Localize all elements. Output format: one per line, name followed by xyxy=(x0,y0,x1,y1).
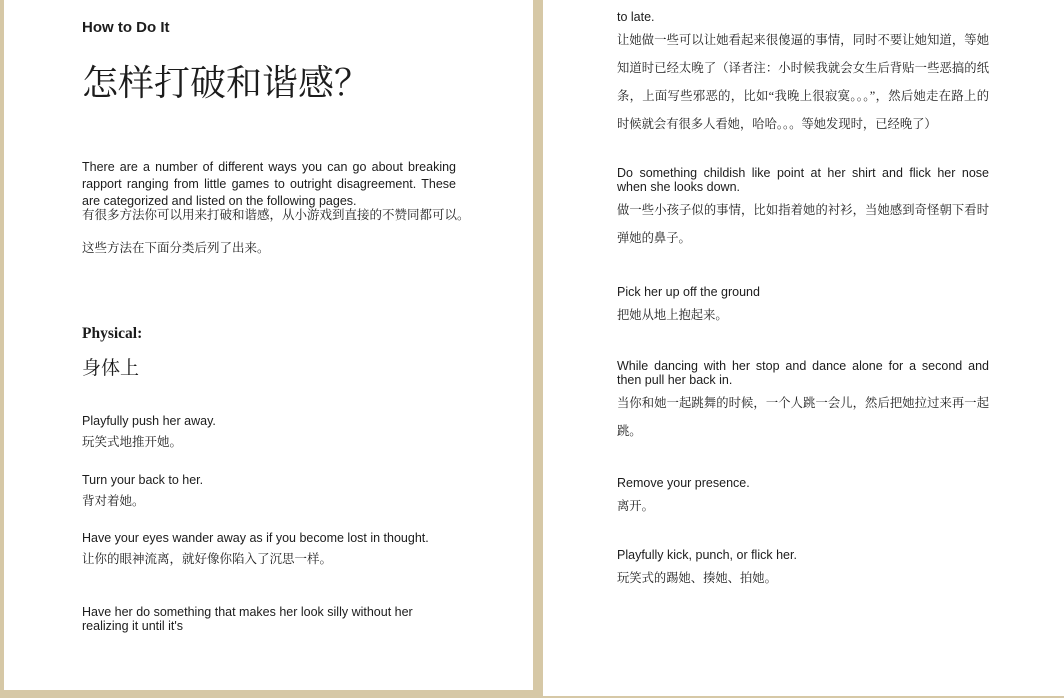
list-item xyxy=(617,548,989,592)
item-text-zh: 让你的眼神流离，就好像你陷入了沉思一样。 xyxy=(82,552,333,566)
list-item xyxy=(617,166,989,252)
list-item xyxy=(82,473,456,511)
item-text-en: Have your eyes wander away as if you become lost in thought. xyxy=(82,531,429,545)
page-left xyxy=(4,0,533,690)
item-text-en: Turn your back to her. xyxy=(82,473,204,487)
page-right xyxy=(543,0,1064,696)
chapter-title-zh: 怎样打破和谐感？ xyxy=(82,63,371,103)
item-text-zh: 玩笑式地推开她。 xyxy=(82,435,183,449)
section-heading-en: Physical: xyxy=(82,325,143,342)
list-item xyxy=(617,359,989,445)
list-item xyxy=(82,414,456,452)
item-text-en: Playfully push her away. xyxy=(82,414,216,428)
section-heading-zh: 身体上 xyxy=(82,358,140,379)
item-text-zh: 把她从地上抱起来。 xyxy=(617,308,728,322)
intro-paragraph-en: There are a number of different ways you can go about breaking rapport ranging from little games to outright disagreement. These are categorized and listed on the following pages. xyxy=(82,160,456,208)
intro-paragraph-zh-2: 这些方法在下面分类后列了出来。 xyxy=(82,241,270,255)
item-text-zh: 离开。 xyxy=(617,499,654,513)
item-text-zh: 当你和她一起跳舞的时候，一个人跳一会儿，然后把她拉过来再一起跳。 xyxy=(617,396,989,438)
list-item xyxy=(82,605,456,633)
item-text-zh: 做一些小孩子似的事情，比如指着她的衬衫，当她感到奇怪朝下看时弹她的鼻子。 xyxy=(617,203,989,245)
item-text-en: Pick her up off the ground xyxy=(617,285,760,299)
list-item xyxy=(617,285,989,329)
continuation-text-zh: 让她做一些可以让她看起来很傻逼的事情，同时不要让她知道，等她知道时已经太晚了（译者注：小时候我就会女生后背贴一些恶搞的纸条，上面写些邪恶的，比如“我晚上很寂寞。。。”，然后她走在路上的时候就会有很多人看她，哈哈。。。等她发现时，已经晚了） xyxy=(617,33,989,131)
item-text-zh: 背对着她。 xyxy=(82,494,145,508)
item-text-en: Playfully kick, punch, or flick her. xyxy=(617,548,797,562)
item-text-zh: 玩笑式的踢她、揍她、拍她。 xyxy=(617,571,777,585)
chapter-heading-en: How to Do It xyxy=(82,19,170,36)
item-text-en: Have her do something that makes her look silly without her realizing it until it's xyxy=(82,605,413,633)
intro-paragraph-zh-1: 有很多方法你可以用来打破和谐感，从小游戏到直接的不赞同都可以。 xyxy=(82,208,470,222)
item-text-en: Do something childish like point at her shirt and flick her nose when she looks down. xyxy=(617,166,989,194)
list-item xyxy=(82,531,456,569)
item-text-en: Remove your presence. xyxy=(617,476,750,490)
item-text-en: While dancing with her stop and dance alone for a second and then pull her back in. xyxy=(617,359,989,387)
continuation-text-en: to late. xyxy=(617,10,655,24)
list-item xyxy=(617,476,989,520)
